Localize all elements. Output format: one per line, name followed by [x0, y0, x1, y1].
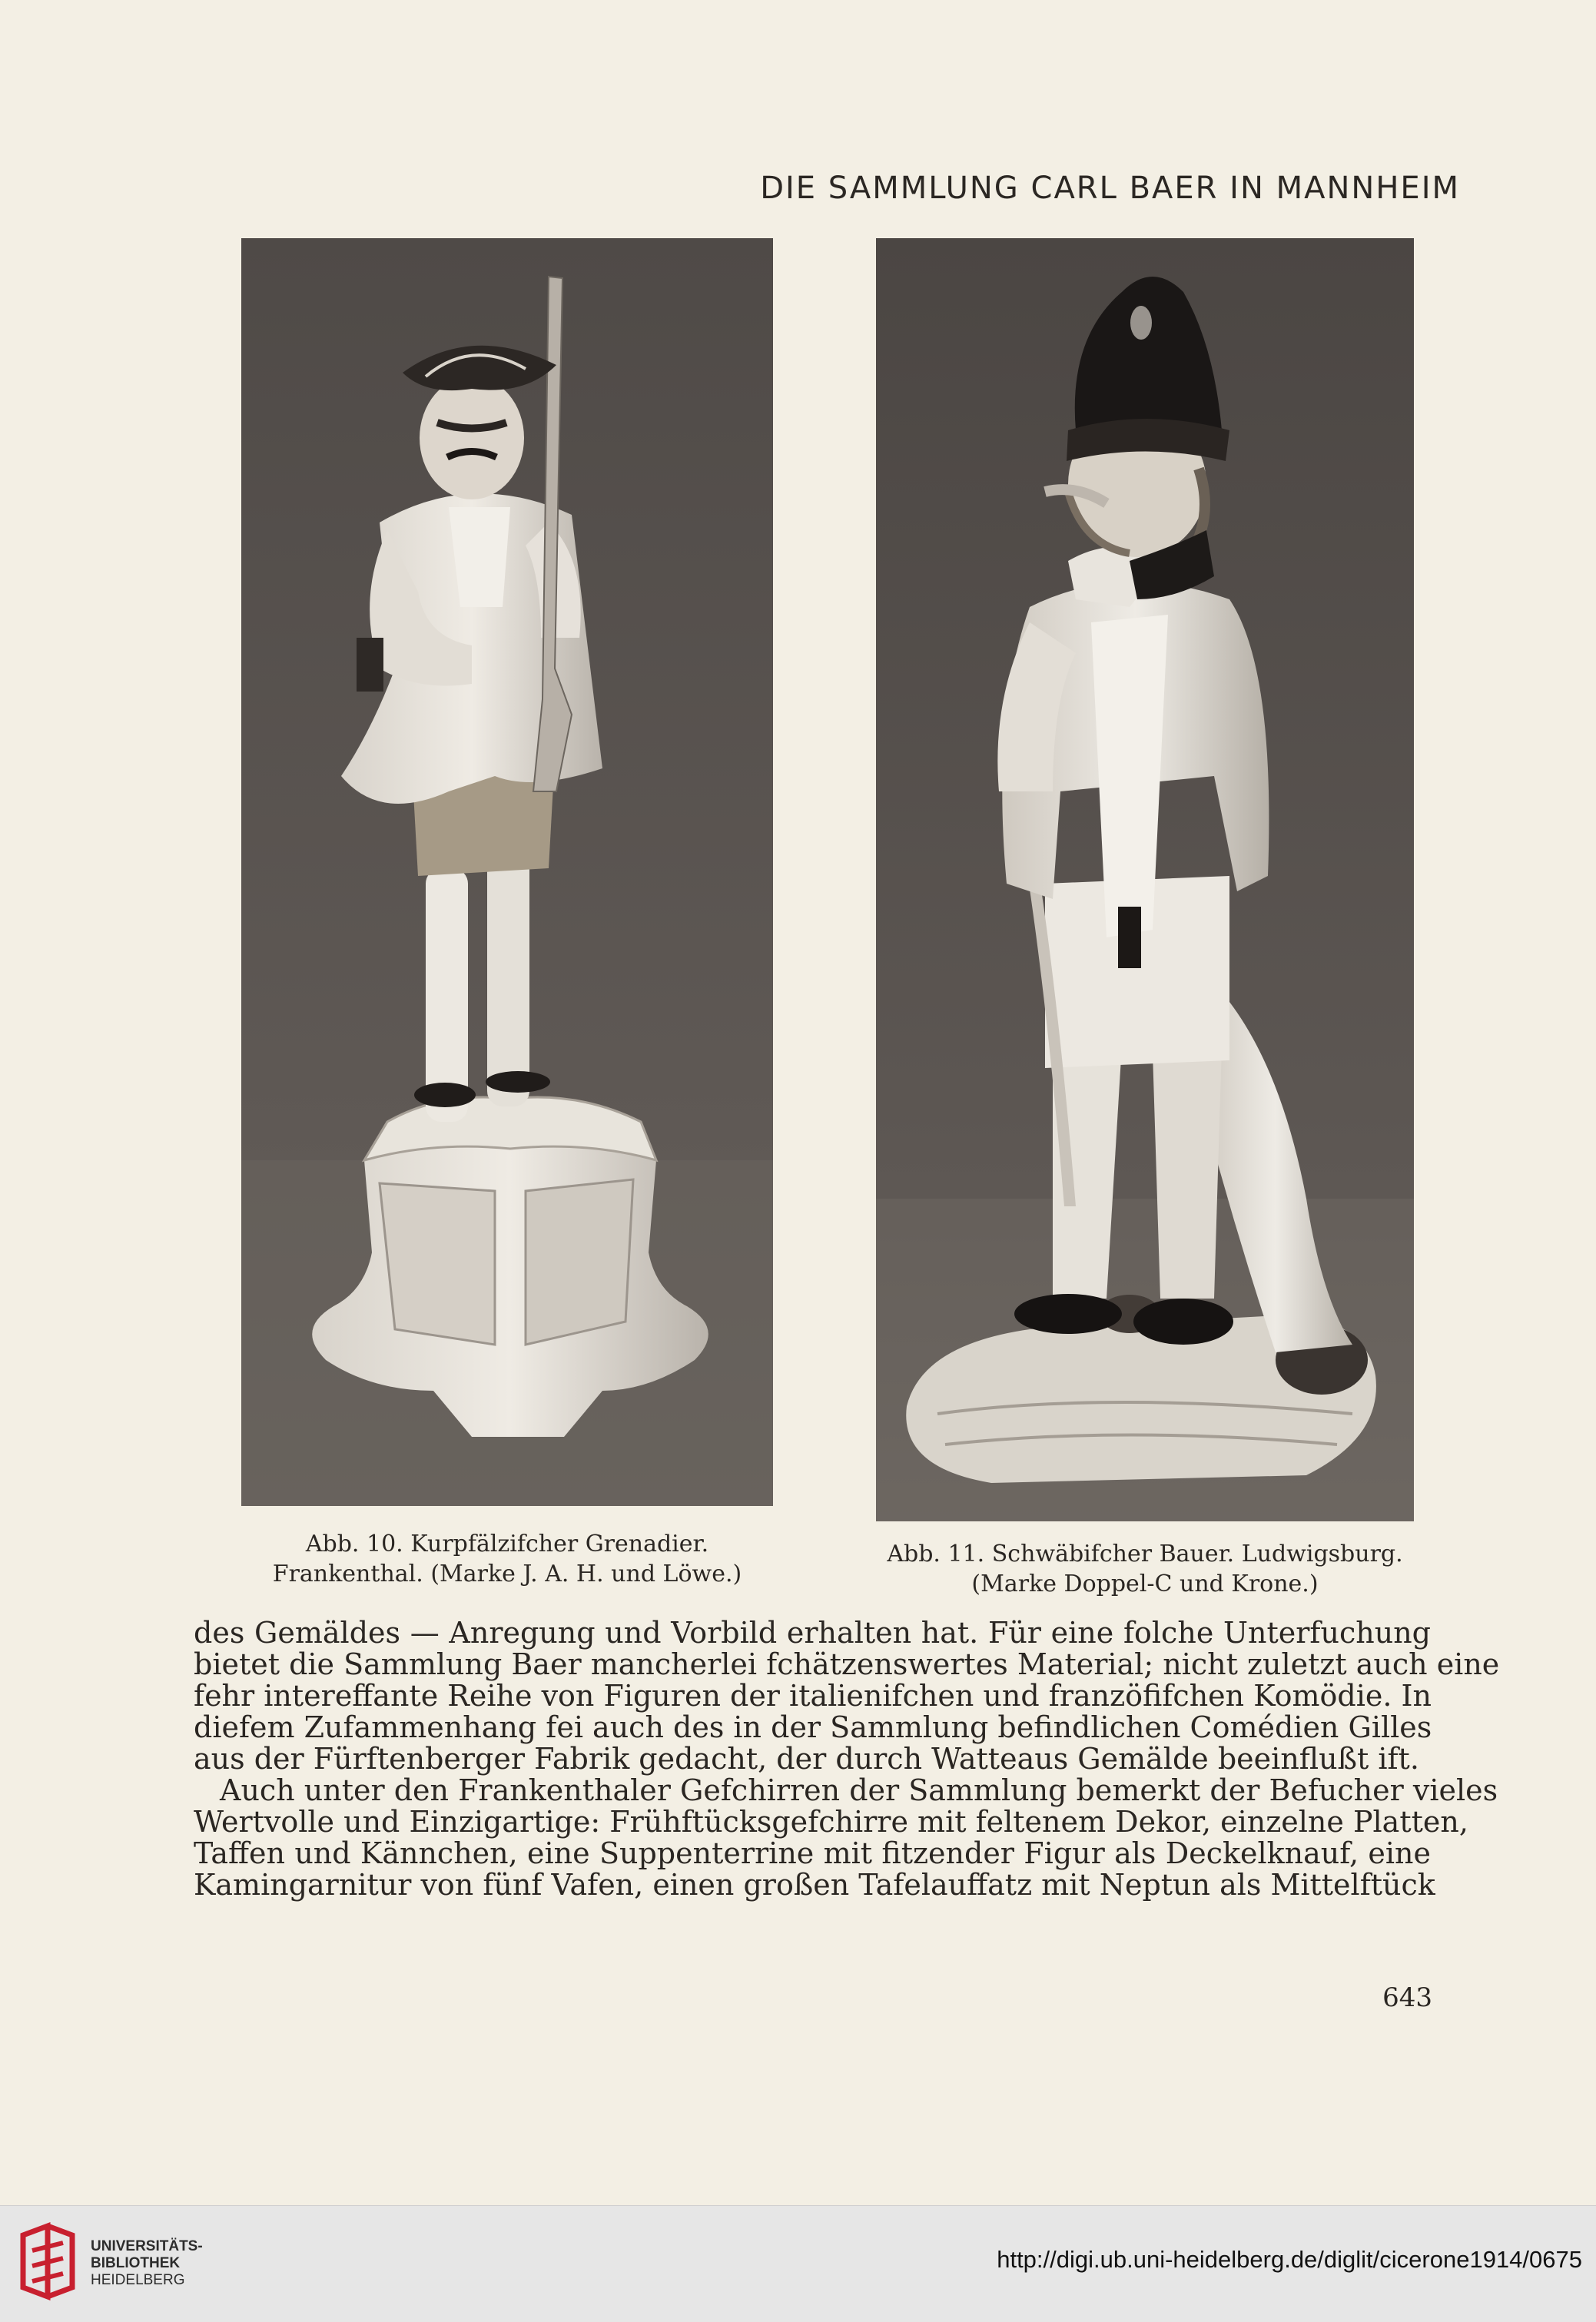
body-line: bietet die Sammlung Baer mancherlei fchätzenswertes Material; nicht zuletzt auch eine: [194, 1647, 1500, 1681]
running-header: DIE SAMMLUNG CARL BAER IN MANNHEIM: [760, 171, 1460, 206]
body-line: Kamingarnitur von fünf Vafen, einen großen Tafelauffatz mit Neptun als Mittelftück: [194, 1868, 1435, 1902]
body-line: aus der Fürftenberger Fabrik gedacht, der durch Watteaus Gemälde beeinflußt ift.: [194, 1742, 1419, 1776]
figure-10-caption-line2: Frankenthal. (Marke J. A. H. und Löwe.): [272, 1561, 742, 1587]
peasant-figurine-image: [876, 238, 1414, 1521]
source-url-link[interactable]: http://digi.ub.uni-heidelberg.de/diglit/cicerone1914/0675: [997, 2246, 1582, 2273]
library-name-line3: HEIDELBERG: [91, 2272, 185, 2288]
body-text: [194, 1616, 1500, 1902]
body-line: Wertvolle und Einzigartige: Frühftücksgefchirre mit feltenem Dekor, einzelne Platten,: [194, 1805, 1468, 1839]
figure-11-caption-line2: (Marke Doppel-C und Krone.): [971, 1571, 1319, 1597]
grenadier-figurine-image: [241, 238, 773, 1506]
figure-10-caption-line1: Abb. 10. Kurpfälzifcher Grenadier.: [305, 1531, 709, 1557]
figure-10-caption: [207, 1529, 807, 1589]
body-line: Auch unter den Frankenthaler Gefchirren der Sammlung bemerkt der Befucher vieles: [220, 1773, 1498, 1807]
body-line: diefem Zufammenhang fei auch des in der Sammlung befindlichen Comédien Gilles: [194, 1710, 1432, 1744]
ub-heidelberg-logo-icon: [17, 2220, 80, 2304]
page-number: 643: [1382, 1982, 1432, 2013]
body-line: Taffen und Kännchen, eine Suppenterrine mit fitzender Figur als Deckelknauf, eine: [194, 1836, 1431, 1870]
library-name-line1: UNIVERSITÄTS-: [91, 2238, 203, 2254]
figure-11-caption: [838, 1539, 1452, 1599]
body-line: des Gemäldes — Anregung und Vorbild erhalten hat. Für eine folche Unterfuchung: [194, 1616, 1431, 1650]
body-line: fehr intereffante Reihe von Figuren der italienifchen und franzöfifchen Komödie. In: [194, 1679, 1432, 1713]
figure-11-plate: [876, 238, 1414, 1521]
library-name-line2: BIBLIOTHEK: [91, 2255, 181, 2271]
figure-10-plate: [241, 238, 773, 1506]
figure-11-caption-line1: Abb. 11. Schwäbifcher Bauer. Ludwigsburg.: [887, 1541, 1403, 1567]
footer-bar: [0, 2205, 1596, 2322]
library-name: [91, 2238, 203, 2289]
